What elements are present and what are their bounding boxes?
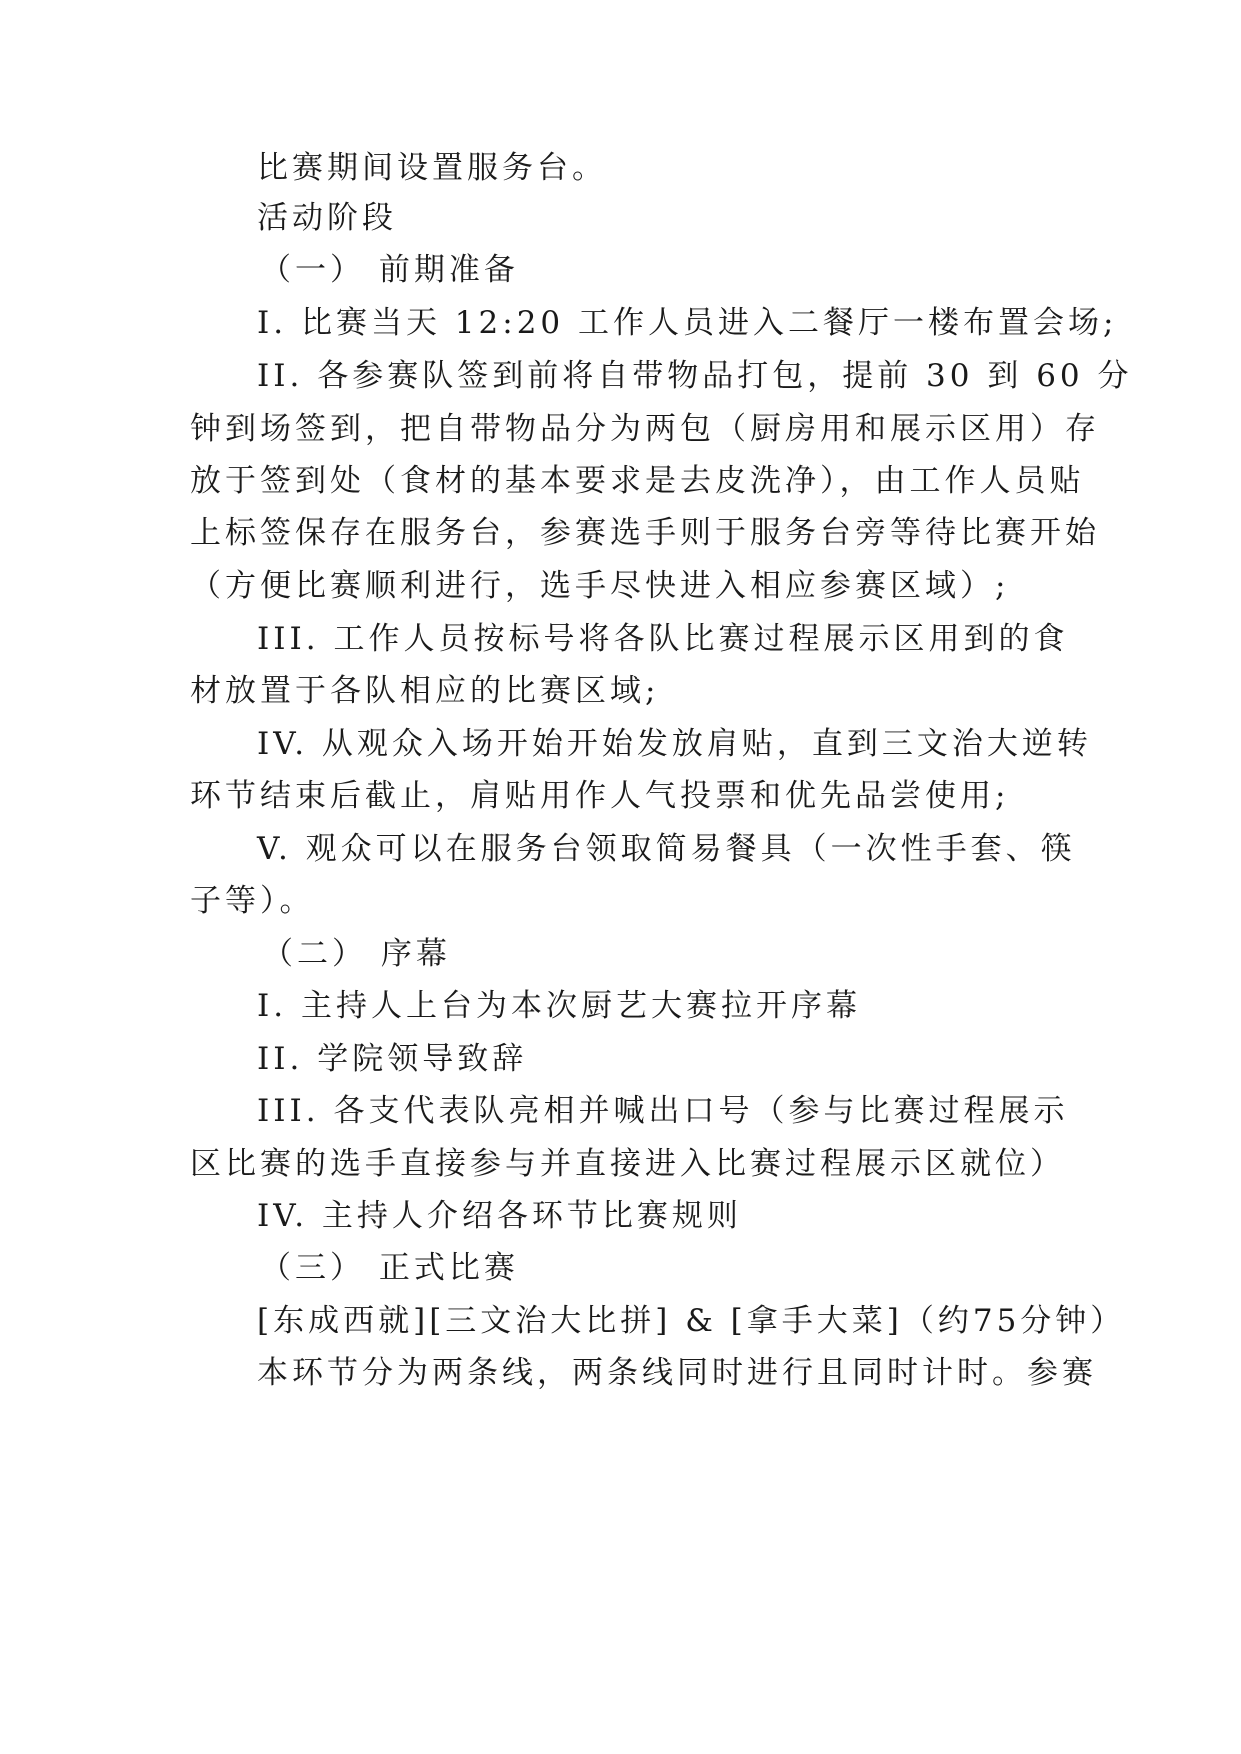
subsection-heading: （一） 前期准备 [260,252,519,288]
list-item: IV. 主持人介绍各环节比赛规则 [257,1198,742,1234]
paragraph-line: 子等）。 [190,883,315,919]
section-title: 活动阶段 [257,200,397,236]
paragraph-line: 放于签到处（食材的基本要求是去皮洗净），由工作人员贴 [190,463,1085,499]
paragraph-line: 环节结束后截止，肩贴用作人气投票和优先品尝使用; [190,778,1010,814]
paragraph-line: 材放置于各队相应的比赛区域; [190,673,660,709]
list-item: II. 学院领导致辞 [257,1041,528,1077]
list-item: IV. 从观众入场开始开始发放肩贴，直到三文治大逆转 [257,726,1092,762]
list-item: I. 主持人上台为本次厨艺大赛拉开序幕 [257,988,861,1024]
paragraph-line: 区比赛的选手直接参与并直接进入比赛过程展示区就位） [190,1146,1065,1182]
paragraph-line: （方便比赛顺利进行，选手尽快进入相应参赛区域）; [190,568,1010,604]
list-item: V. 观众可以在服务台领取简易餐具（一次性手套、筷 [257,831,1076,867]
subsection-heading: （二） 序幕 [262,936,451,972]
list-item: I. 比赛当天 12:20 工作人员进入二餐厅一楼布置会场; [257,305,1118,341]
paragraph-line: 钟到场签到，把自带物品分为两包（厨房用和展示区用）存 [190,411,1100,447]
list-item: II. 各参赛队签到前将自带物品打包，提前 30 到 60 分 [257,358,1133,394]
paragraph-line: 比赛期间设置服务台。 [257,150,607,186]
list-item: III. 工作人员按标号将各队比赛过程展示区用到的食 [257,621,1069,657]
paragraph-line: 本环节分为两条线，两条线同时进行且同时计时。参赛 [257,1355,1097,1391]
paragraph-line: [东成西就][三文治大比拼] & [拿手大菜]（约75分钟） [257,1303,1126,1339]
list-item: III. 各支代表队亮相并喊出口号（参与比赛过程展示 [257,1093,1069,1129]
paragraph-line: 上标签保存在服务台，参赛选手则于服务台旁等待比赛开始 [190,515,1100,551]
subsection-heading: （三） 正式比赛 [260,1250,519,1286]
